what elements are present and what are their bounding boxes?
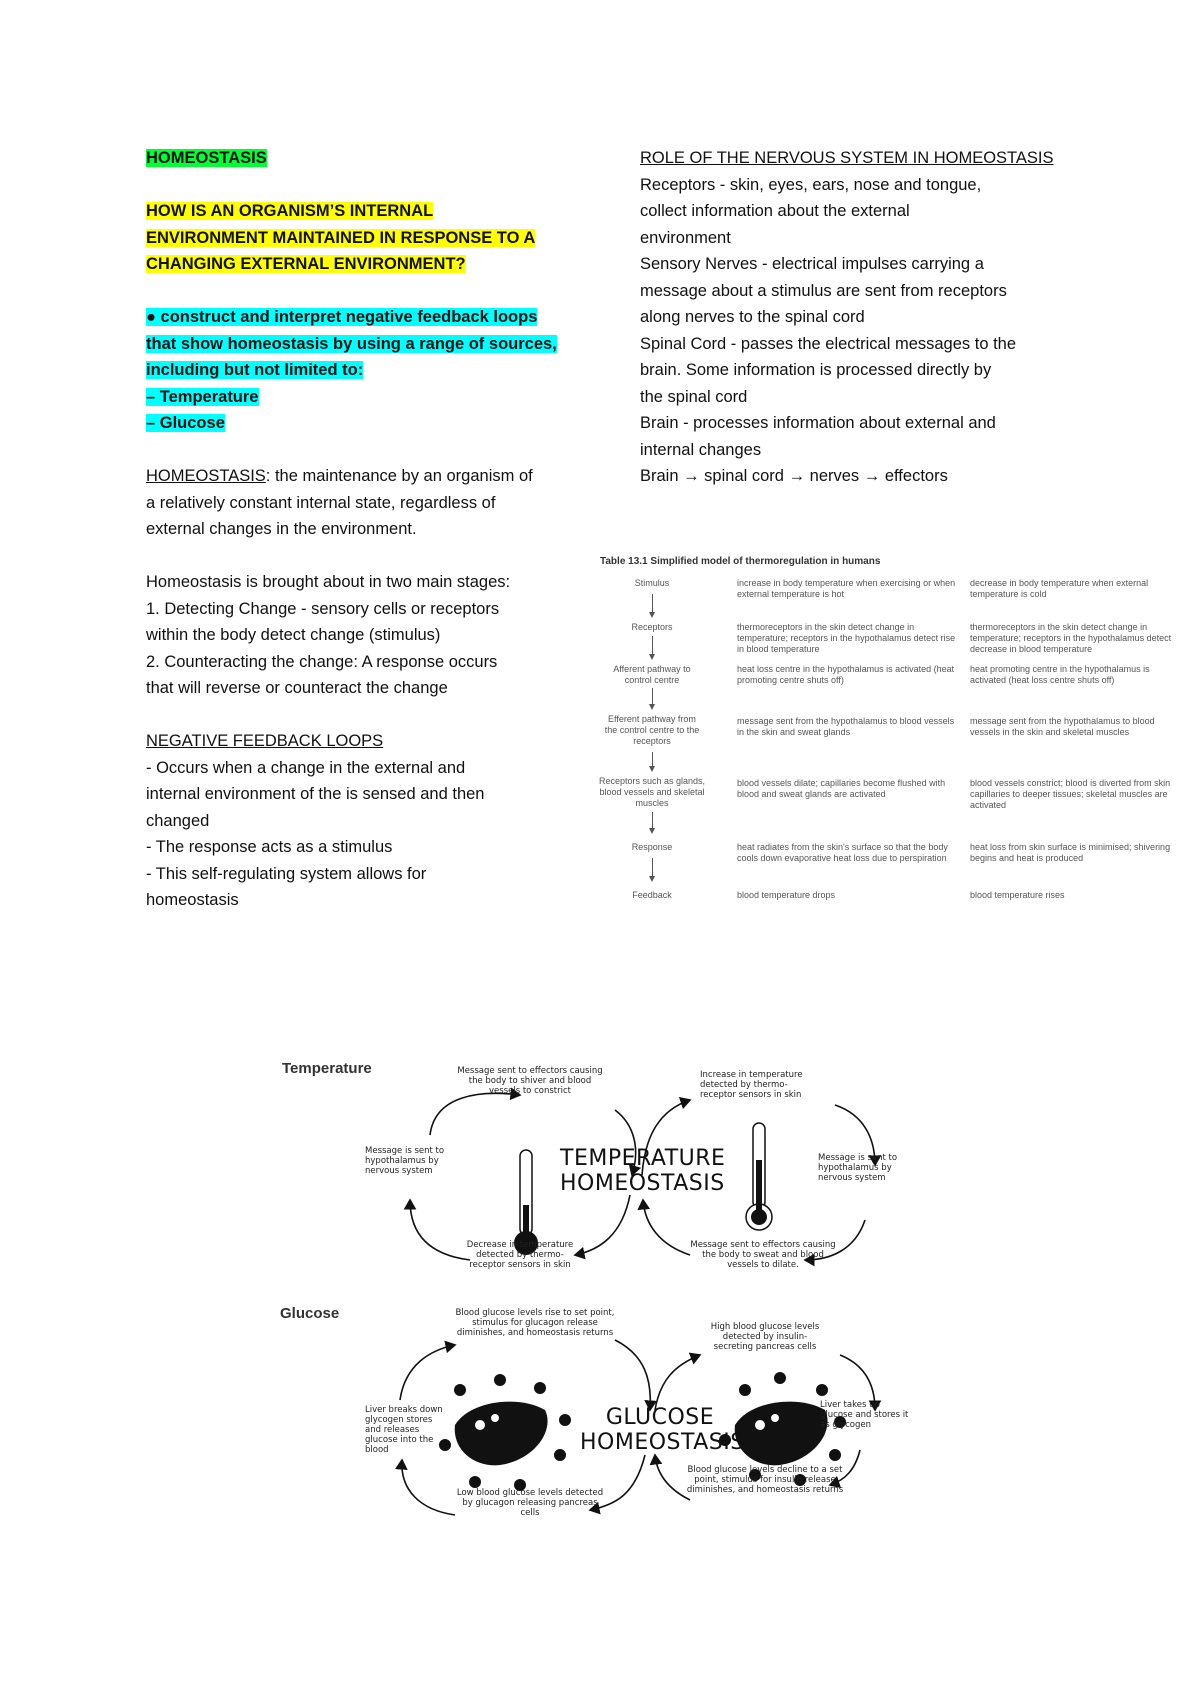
table-cell-hot: heat radiates from the skin's surface so that the body cools down evaporative heat loss due to perspiration xyxy=(737,842,948,863)
table-row-label: Response xyxy=(631,842,673,852)
temperature-diagram-label: Temperature xyxy=(282,1060,372,1077)
table-cell-cold: blood vessels constrict; blood is diverted from skin capillaries to deeper tissues; skeletal muscles are activated xyxy=(970,778,1171,810)
down-arrow xyxy=(652,812,653,832)
syllabus-dot-point: ● construct and interpret negative feedback loops that show homeostasis by using a range of sources, including but not limited to: – Temperature – Glucose xyxy=(146,308,557,432)
glucose-right-note: Liver takes up glucose and stores it as glycogen xyxy=(820,1400,909,1430)
negative-feedback-section: NEGATIVE FEEDBACK LOOPS - Occurs when a change in the external and internal environment of the is sensed and then changed - The response acts as a stimulus - This self-regulating system allows for homeostasis xyxy=(146,732,485,909)
table-cell-cold: heat promoting centre in the hypothalamus is activated (heat loss centre shuts off) xyxy=(970,664,1150,685)
temperature-left-note: Message is sent to hypothalamus by nervous system xyxy=(365,1146,445,1176)
nervous-system-text: Receptors - skin, eyes, ears, nose and tongue, collect information about the external environment Sensory Nerves - electrical impulses carrying a message about a stimulus are sent from receptors along nerves to the spinal cord Spinal Cord - passes the electrical messages to the brain. Some information is processed directly by the spinal cord Brain - processes information about external and internal changes Brain → spinal cord → nerves → effectors xyxy=(640,175,1017,485)
table-cell-hot: heat loss centre in the hypothalamus is activated (heat promoting centre shuts off) xyxy=(737,664,955,685)
glucose-top-left-note: Blood glucose levels rise to set point, stimulus for glucagon release diminishes, and homeostasis returns xyxy=(455,1308,615,1338)
loop-arrow xyxy=(643,1200,690,1255)
glucose-bottom-left-note: Low blood glucose levels detected by glucagon releasing pancreas cells xyxy=(456,1488,604,1518)
glucose-top-right-note: High blood glucose levels detected by insulin-secreting pancreas cells xyxy=(710,1322,820,1352)
thermometer-icon xyxy=(746,1123,772,1230)
table-title: Table 13.1 Simplified model of thermoregulation in humans xyxy=(600,556,881,567)
temperature-top-right-note: Increase in temperature detected by thermo-receptor sensors in skin xyxy=(700,1070,803,1100)
loop-arrow xyxy=(430,1093,520,1135)
thermoregulation-table xyxy=(592,556,1182,926)
table-cell-cold: heat loss from skin surface is minimised; shivering begins and heat is produced xyxy=(970,842,1171,863)
temperature-bottom-left-note: Decrease in temperature detected by thermo-receptor sensors in skin xyxy=(466,1240,574,1270)
inquiry-question: HOW IS AN ORGANISM’S INTERNAL ENVIRONMENT MAINTAINED IN RESPONSE TO A CHANGING EXTERNAL ENVIRONMENT? xyxy=(146,202,536,273)
table-row-label: Afferent pathway to control centre xyxy=(613,664,691,685)
table-row-label: Efferent pathway from the control centre to the receptors xyxy=(604,714,700,746)
loop-arrow xyxy=(400,1345,455,1400)
table-cell-hot: thermoreceptors in the skin detect change in temperature; receptors in the hypothalamus detect rise in blood temperature xyxy=(737,622,956,654)
loop-arrow xyxy=(655,1355,700,1410)
temperature-top-left-note: Message sent to effectors causing the body to shiver and blood vessels to constrict xyxy=(457,1066,603,1096)
table-cell-hot: blood vessels dilate; capillaries become flushed with blood and sweat glands are activated xyxy=(737,778,946,799)
table-cell-hot: message sent from the hypothalamus to blood vessels in the skin and sweat glands xyxy=(737,716,955,737)
right-column xyxy=(640,145,1080,490)
loop-arrow xyxy=(575,1195,630,1255)
loop-arrow xyxy=(410,1200,470,1260)
glucose-bottom-right-note: Blood glucose levels decline to a set point, stimulus for insulin release diminishes, and homeostasis returns xyxy=(686,1465,844,1495)
homeostasis-definition: HOMEOSTASIS: the maintenance by an organism of a relatively constant internal state, regardless of external changes in the environment. xyxy=(146,467,533,538)
temperature-bottom-right-note: Message sent to effectors causing the body to sweat and blood vessels to dilate. xyxy=(690,1240,836,1270)
temperature-centre-title: TEMPERATURE HOMEOSTASIS xyxy=(560,1146,726,1196)
glucose-left-note: Liver breaks down glycogen stores and releases glucose into the blood xyxy=(365,1405,443,1455)
table-cell-cold: thermoreceptors in the skin detect change in temperature; receptors in the hypothalamus detect decrease in blood temperature xyxy=(970,622,1172,654)
table-row-label: Feedback xyxy=(632,890,672,900)
table-row-label: Stimulus xyxy=(634,578,670,588)
table-cell-cold: blood temperature rises xyxy=(970,890,1065,900)
down-arrow xyxy=(652,858,653,880)
table-row-label: Receptors such as glands, blood vessels and skeletal muscles xyxy=(598,776,706,808)
loop-arrow xyxy=(615,1340,650,1410)
nervous-system-heading: ROLE OF THE NERVOUS SYSTEM IN HOMEOSTASIS xyxy=(640,149,1054,167)
table-row-label: Receptors xyxy=(631,622,673,632)
page-title: HOMEOSTASIS xyxy=(146,149,267,167)
left-column xyxy=(146,145,576,914)
glucose-centre-title: GLUCOSE HOMEOSTASIS xyxy=(580,1405,745,1455)
nfl-heading: NEGATIVE FEEDBACK LOOPS xyxy=(146,732,384,750)
table-cell-cold: decrease in body temperature when external temperature is cold xyxy=(970,578,1149,599)
down-arrow xyxy=(652,688,653,708)
liver-icon xyxy=(439,1374,571,1491)
stages-paragraph: Homeostasis is brought about in two main stages: 1. Detecting Change - sensory cells or receptors within the body detect change (stimulus) 2. Counteracting the change: A response occurs that will reverse or counteract the change xyxy=(146,573,511,697)
table-cell-hot: blood temperature drops xyxy=(737,890,836,900)
down-arrow xyxy=(652,752,653,770)
down-arrow xyxy=(652,594,653,616)
temperature-right-note: Message is sent to hypothalamus by nervous system xyxy=(818,1153,898,1183)
table-cell-cold: message sent from the hypothalamus to blood vessels in the skin and skeletal muscles xyxy=(970,716,1155,737)
loop-arrow xyxy=(402,1460,455,1515)
table-cell-hot: increase in body temperature when exercising or when external temperature is hot xyxy=(737,578,956,599)
glucose-diagram-label: Glucose xyxy=(280,1305,340,1322)
down-arrow xyxy=(652,636,653,658)
